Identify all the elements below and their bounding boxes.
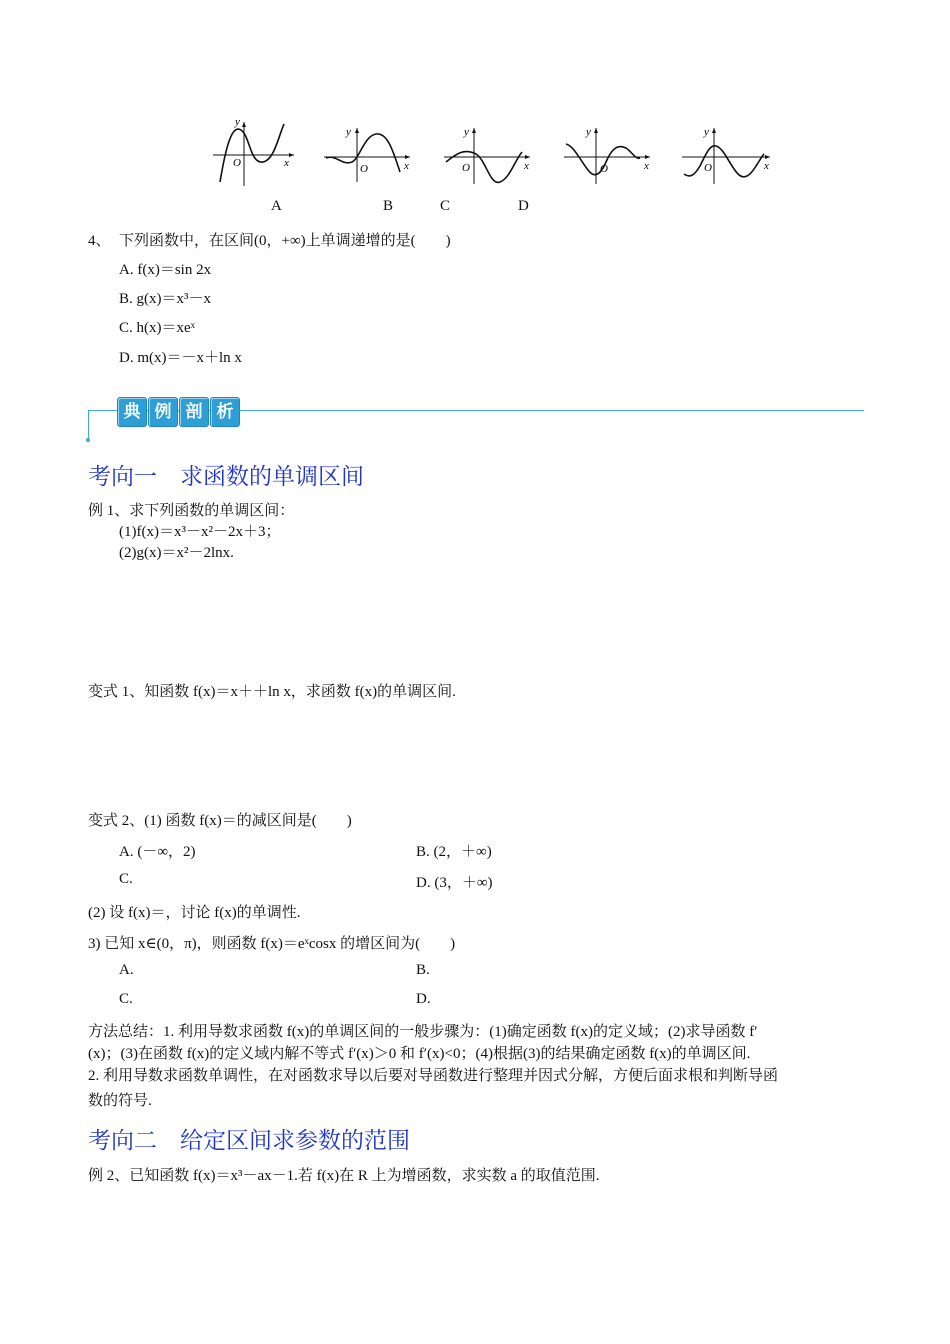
- graph-2-origin: O: [360, 163, 368, 175]
- graph-label-a: A: [271, 198, 282, 214]
- variant2-q3-option-a: A.: [119, 962, 134, 978]
- graph-5-y-label: y: [704, 126, 709, 138]
- summary-line-4: 数的符号.: [88, 1093, 152, 1109]
- section1-title: 考向一 求函数的单调区间: [88, 464, 364, 490]
- variant2-q1-option-c: C.: [119, 871, 133, 887]
- graph-1-y-label: y: [235, 116, 240, 128]
- graph-5-origin: O: [704, 162, 712, 174]
- q4-stem: 下列函数中，在区间(0，+∞)上单调递增的是( ): [119, 233, 451, 249]
- variant2-q3-option-d: D.: [416, 991, 431, 1007]
- q4-number: 4、: [88, 233, 111, 249]
- graph-label-d: D: [518, 198, 529, 214]
- graph-3-x-label: x: [524, 160, 529, 172]
- example2: 例 2、已知函数 f(x)＝x³－ax－1.若 f(x)在 R 上为增函数，求实数 a 的取值范围.: [88, 1168, 600, 1184]
- q4-option-b: B. g(x)＝x³－x: [119, 291, 211, 307]
- graph-4-y-label: y: [586, 126, 591, 138]
- banner-char-3: 剖: [179, 397, 209, 427]
- variant2-q1-option-a: A. (－∞，2): [119, 844, 196, 860]
- summary-line-2: (x)；(3)在函数 f(x)的定义域内解不等式 f′(x)＞0 和 f′(x)<0；(4)根据(3)的结果确定函数 f(x)的单调区间.: [88, 1046, 751, 1062]
- banner-char-4: 析: [210, 397, 240, 427]
- graph-4-x-label: x: [644, 160, 649, 172]
- banner-char-2: 例: [148, 397, 178, 427]
- graph-5-x-label: x: [764, 160, 769, 172]
- graph-2-x-label: x: [404, 160, 409, 172]
- summary-line-3: 2. 利用导数求函数单调性，在对函数求导以后要对导函数进行整理并因式分解，方便后面求根和判断导函: [88, 1068, 779, 1084]
- q4-option-d: D. m(x)＝－x＋ln x: [119, 350, 242, 366]
- graph-3: [442, 124, 534, 186]
- graph-label-b: B: [383, 198, 394, 214]
- graph-5: [680, 124, 774, 186]
- summary-line-1: 方法总结：1. 利用导数求函数 f(x)的单调区间的一般步骤为：(1)确定函数 f(x)的定义域；(2)求导函数 f′: [88, 1024, 758, 1040]
- graph-4: [562, 124, 654, 186]
- variant2-q3-option-b: B.: [416, 962, 430, 978]
- example1-intro: 例 1、求下列函数的单调区间：: [88, 503, 295, 519]
- section2-title: 考向二 给定区间求参数的范围: [88, 1128, 410, 1154]
- banner-line-vertical: [88, 410, 89, 440]
- graph-1: [208, 116, 298, 188]
- example1-part2: (2)g(x)＝x²－2lnx.: [119, 545, 234, 561]
- variant2-q1-option-b: B. (2，＋∞): [416, 844, 492, 860]
- variant2-q3-option-c: C.: [119, 991, 133, 1007]
- graph-4-origin: O: [600, 163, 608, 175]
- banner-char-1: 典: [117, 397, 147, 427]
- graph-2-y-label: y: [346, 126, 351, 138]
- variant2-q3: 3) 已知 x∈(0，π)，则函数 f(x)＝eˣcosx 的增区间为( ): [88, 936, 456, 952]
- graph-label-c: C: [440, 198, 451, 214]
- variant2-q1: 变式 2、(1) 函数 f(x)＝的减区间是( ): [88, 813, 352, 829]
- q4-option-a: A. f(x)＝sin 2x: [119, 262, 212, 278]
- graph-1-origin: O: [233, 157, 241, 169]
- variant2-q1-option-d: D. (3，＋∞): [416, 875, 493, 891]
- q4-option-c: C. h(x)＝xeˣ: [119, 320, 195, 336]
- variant1: 变式 1、知函数 f(x)＝x＋＋ln x，求函数 f(x)的单调区间.: [88, 684, 456, 700]
- banner-dot: [86, 438, 90, 442]
- graph-2: [322, 124, 414, 184]
- variant2-q2: (2) 设 f(x)＝，讨论 f(x)的单调性.: [88, 905, 301, 921]
- graph-1-x-label: x: [284, 157, 289, 169]
- graph-3-origin: O: [462, 162, 470, 174]
- example1-part1: (1)f(x)＝x³－x²－2x＋3；: [119, 524, 281, 540]
- graph-3-y-label: y: [464, 126, 469, 138]
